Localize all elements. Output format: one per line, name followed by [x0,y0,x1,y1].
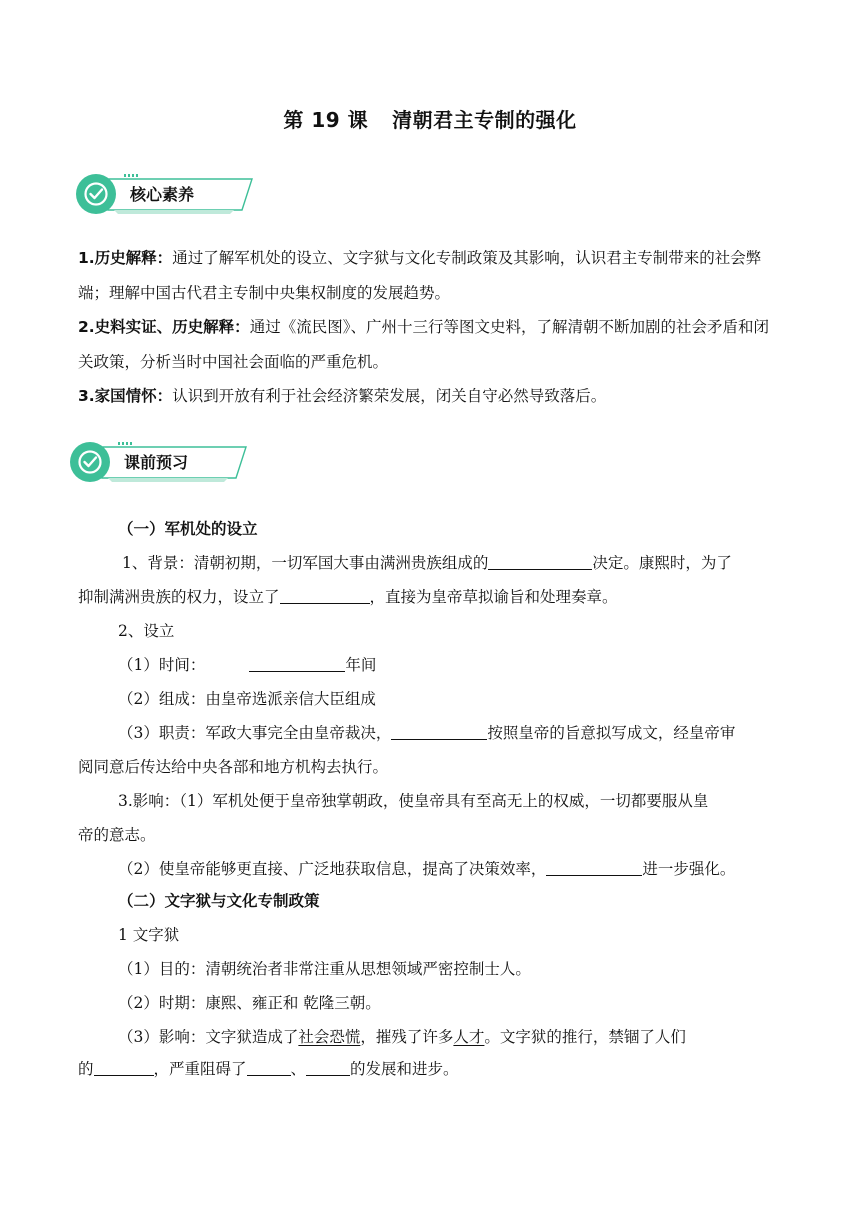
text: 决定。康熙时，为了 [592,554,732,572]
section-badge-preview [68,440,250,488]
underlined-term: 人才 [453,1028,485,1046]
text: 的发展和进步。 [350,1060,459,1078]
core-item-1 [78,241,784,310]
check-circle-icon [70,442,110,482]
text: 1、背景：清朝初期，一切军国大事由满洲贵族组成的 [122,554,489,572]
text: ，摧残了许多 [360,1028,454,1046]
text: （3）职责：军政大事完全由皇帝裁决， [118,724,392,742]
answer-blank[interactable] [488,553,592,570]
check-circle-icon [76,174,116,214]
background-line-1 [122,553,732,573]
section-badge-core [74,172,256,220]
page-title [0,104,860,133]
text: 抑制满洲贵族的权力，设立了 [78,588,280,606]
inquisition-effect-line-1 [118,1027,686,1047]
core-item-text: 通过《流民图》、广州十三行等图文史料，了解清朝不断加剧的社会矛盾和闭关政策，分析当时中国社会面临的严重危机。 [78,318,769,371]
core-item-text: 认识到开放有利于社会经济繁荣发展，闭关自守必然导致落后。 [172,387,607,405]
text: （3）影响：文字狱造成了 [118,1028,299,1046]
setup-duty-line-1 [118,723,735,743]
text: 进一步强化。 [642,860,736,878]
inquisition-aim: （1）目的：清朝统治者非常注重从思想领域严密控制士人。 [118,960,531,978]
badge-label-core: 核心素养 [130,185,195,204]
text: 、 [290,1060,307,1078]
lesson-number: 第 19 课 [283,108,369,132]
answer-blank[interactable] [306,1059,350,1076]
core-item-2 [78,310,784,379]
answer-blank[interactable] [546,859,642,876]
setup-composition: （2）组成：由皇帝选派亲信大臣组成 [118,690,376,708]
core-item-head: 2.史料实证、历史解释： [78,318,250,336]
influence-line-3 [118,859,735,879]
text: ，严重阻碍了 [153,1060,247,1078]
core-item-head: 3.家国情怀： [78,387,173,405]
influence-line-1: 3.影响：（1）军机处便于皇帝独掌朝政，使皇帝具有至高无上的权威，一切都要服从皇 [118,792,709,810]
badge-label-preview: 课前预习 [124,453,189,472]
section-2-title: （二）文字狱与文化专制政策 [118,892,320,910]
underlined-term: 社会恐慌 [298,1028,361,1046]
setup-heading: 2、设立 [118,622,175,640]
core-item-head: 1.历史解释： [78,249,173,267]
section-1-title: （一）军机处的设立 [118,520,258,538]
inquisition-effect-line-2 [78,1059,459,1079]
text: （2）使皇帝能够更直接、广泛地获取信息，提高了决策效率， [118,860,547,878]
background-line-2 [78,587,618,607]
answer-blank[interactable] [247,1059,291,1076]
lesson-name: 清朝君主专制的强化 [392,108,577,132]
core-item-text: 通过了解军机处的设立、文字狱与文化专制政策及其影响，认识君主专制带来的社会弊端；理解中国古代君主专制中央集权制度的发展趋势。 [78,249,762,302]
text: 按照皇帝的旨意拟写成文，经皇帝审 [487,724,736,742]
text: 年间 [345,656,377,674]
text: ，直接为皇帝草拟谕旨和处理奏章。 [369,588,618,606]
core-item-3 [78,379,784,414]
answer-blank[interactable] [391,723,487,740]
text: 的 [78,1060,94,1078]
influence-line-2: 帝的意志。 [78,826,156,844]
answer-blank[interactable] [249,655,345,672]
text: 。文字狱的推行，禁锢了人们 [484,1028,686,1046]
answer-blank[interactable] [94,1059,154,1076]
answer-blank[interactable] [280,587,370,604]
text: （1）时间： [118,656,206,674]
inquisition-period: （2）时期：康熙、雍正和 乾隆三朝。 [118,994,381,1012]
setup-duty-line-2: 阅同意后传达给中央各部和地方机构去执行。 [78,758,389,776]
setup-time [118,655,376,675]
literary-inquisition-heading: 1 文字狱 [118,926,180,944]
